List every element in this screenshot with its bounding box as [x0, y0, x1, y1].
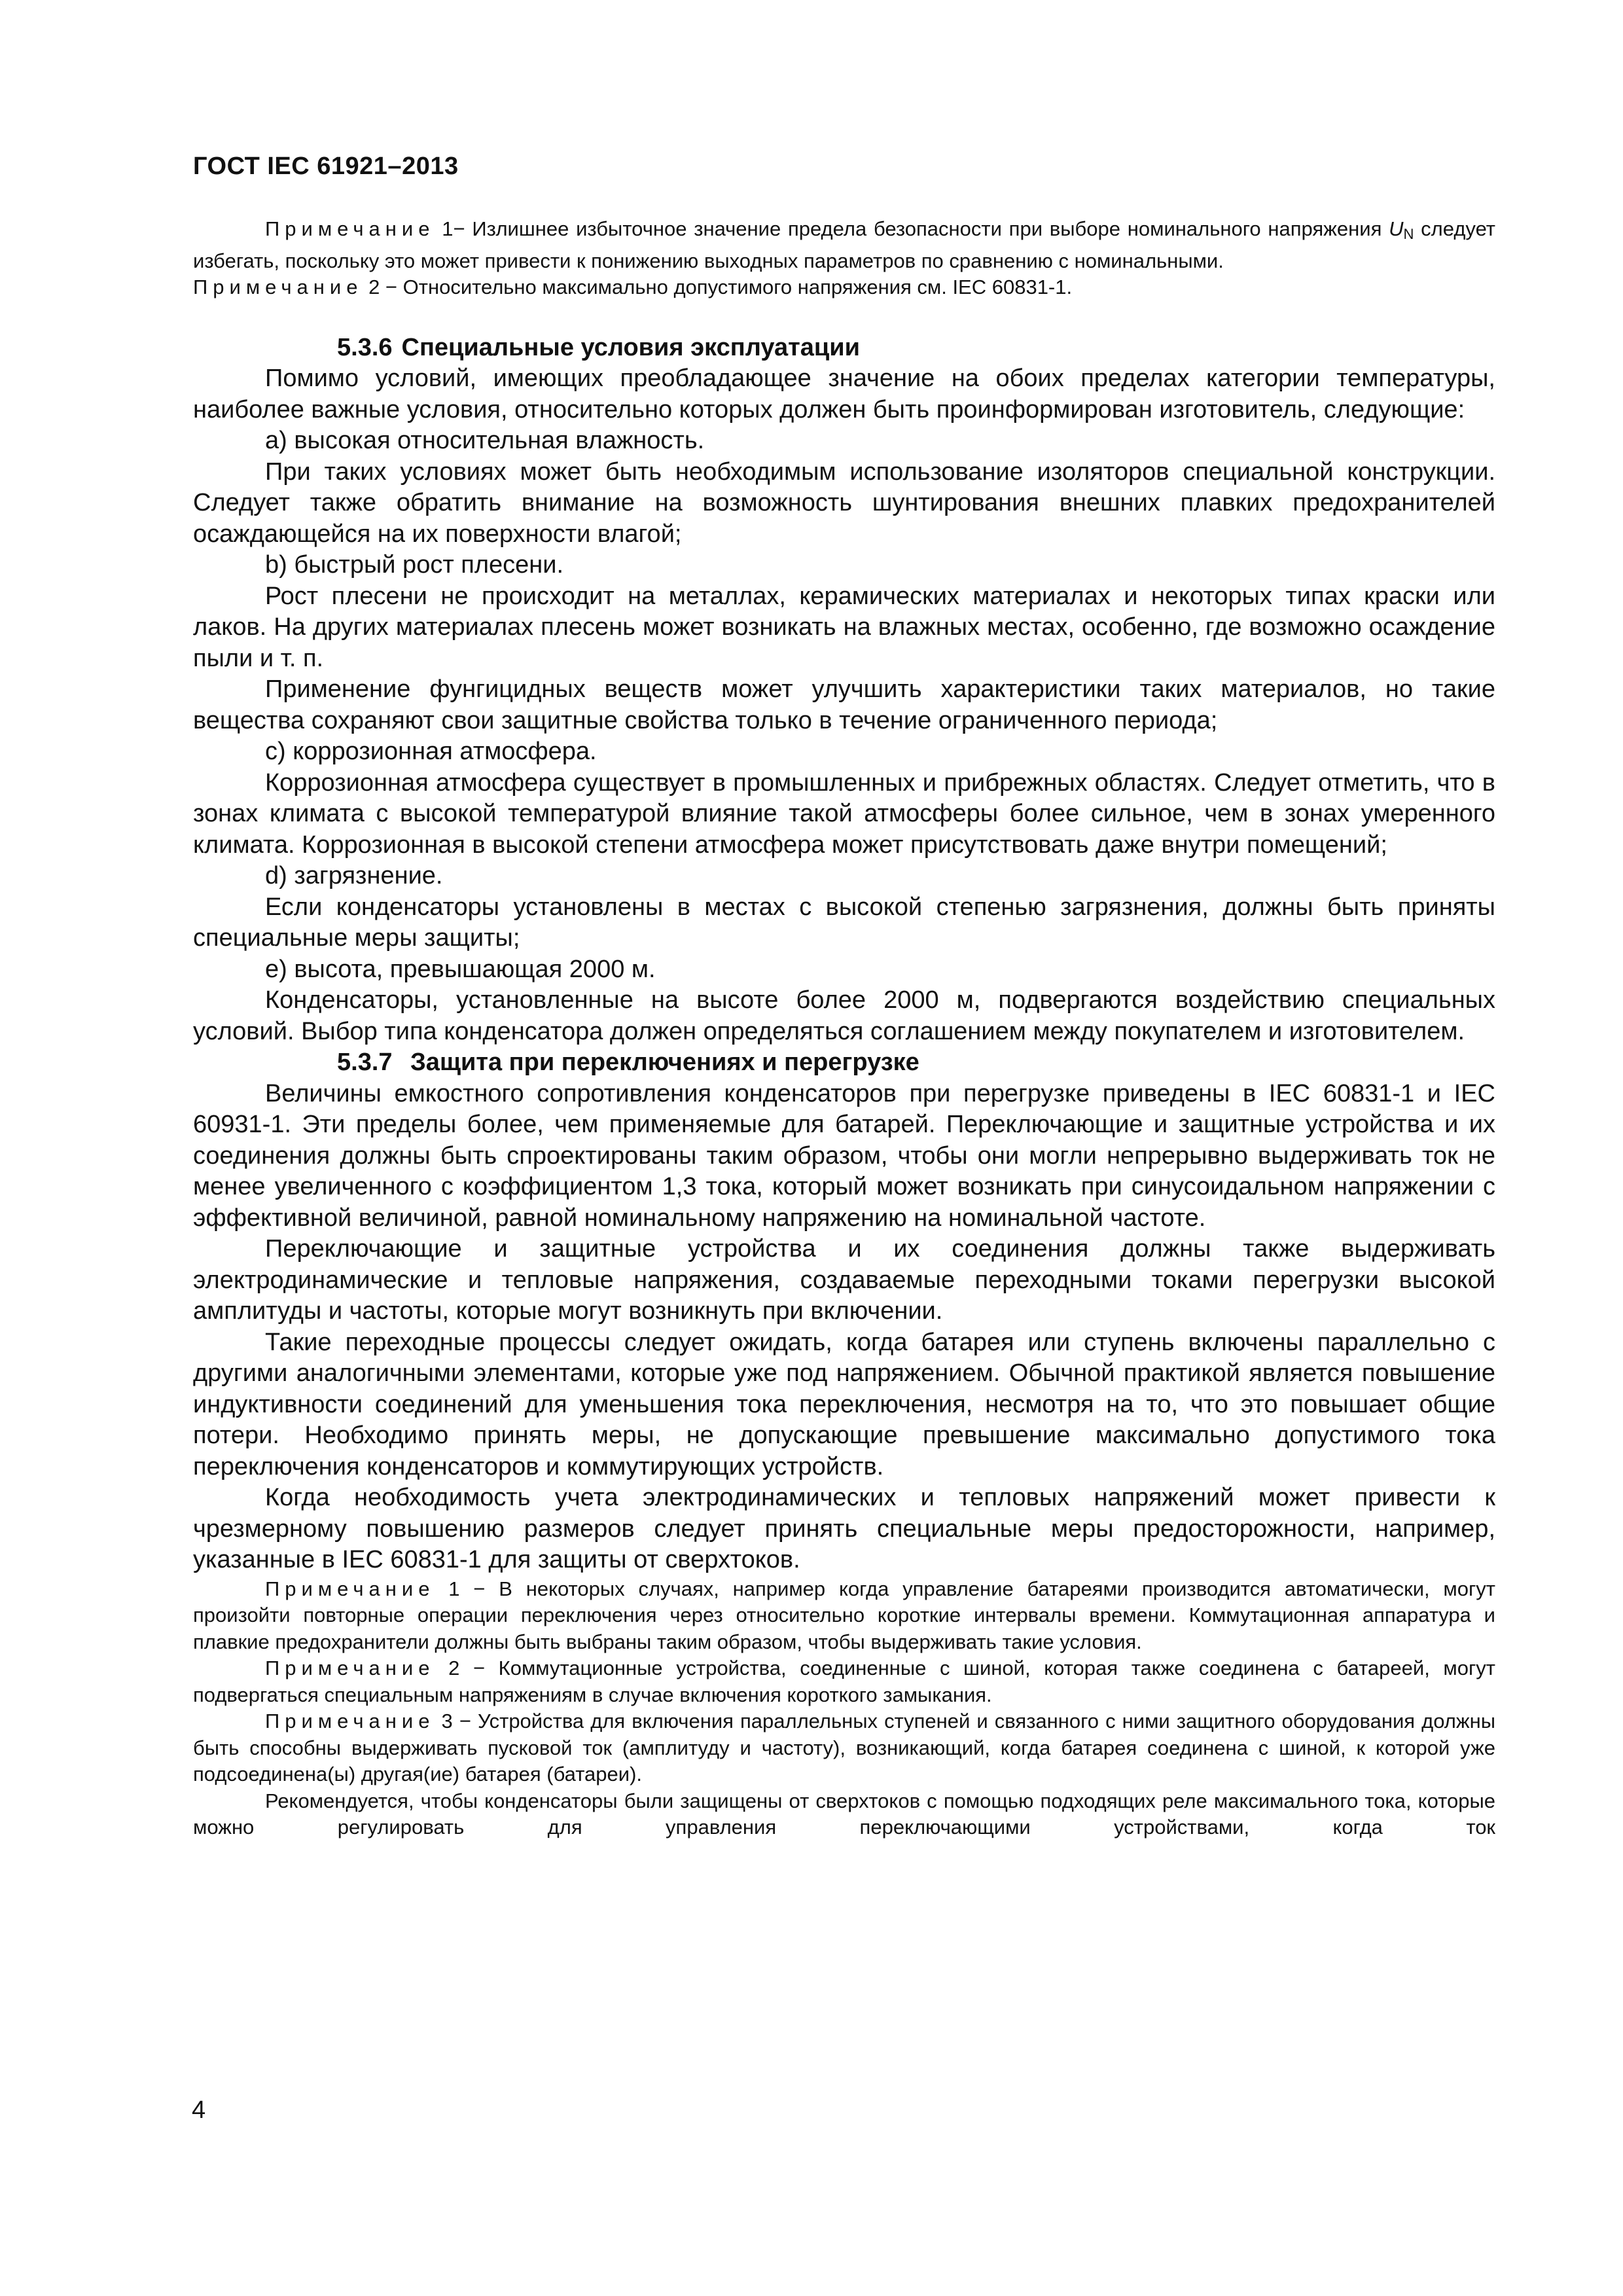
list-item-a: a) высокая относительная влажность. [265, 427, 705, 454]
section-title: Специальные условия эксплуатации [401, 333, 860, 361]
page-number: 4 [192, 2096, 206, 2124]
voltage-subscript: N [1403, 226, 1414, 242]
note-2 [193, 274, 1495, 301]
paragraph: Рост плесени не происходит на металлах, керамических материалах и некоторых типах краски или лаков. На других материалах плесень может возникать на влажных местах, особенно, где возможно осаждение пыли и т. п. [193, 582, 1495, 672]
note-number: 2 [368, 276, 380, 298]
note-text: следует избегать, поскольку это может привести к понижению выходных параметров по сравнению с номинальными. [193, 217, 1495, 272]
paragraph: Применение фунгицидных веществ может улучшить характеристики таких материалов, но такие вещества сохраняют свои защитные свойства только в течение ограниченного периода; [193, 675, 1495, 734]
list-item-d: d) загрязнение. [265, 862, 443, 889]
paragraph: Коррозионная атмосфера существует в промышленных и прибрежных областях. Следует отметить, что в зонах климата с высокой температурой влияние такой атмосферы более сильное, чем в зонах умеренного климата. Коррозионная в высокой степени атмосфера может присутствовать даже внутри помещений; [193, 768, 1495, 859]
note-text: − Устройства для включения параллельных ступеней и связанного с ними защитного оборудования должны быть способны выдерживать пусковой ток (амплитуду и частоту), возникающий, когда батарея соединена с шиной, к которой уже подсоединена(ы) другая(ие) батарея (батареи). [193, 1710, 1495, 1785]
list-item-c: c) коррозионная атмосфера. [265, 738, 597, 765]
note-1 [193, 216, 1495, 274]
note-label: Примечание [265, 217, 435, 240]
note-label: Примечание [265, 1577, 435, 1600]
note-number: 3 [441, 1710, 453, 1732]
paragraph: Конденсаторы, установленные на высоте более 2000 м, подвергаются воздействию специальных условий. Выбор типа конденсатора должен определяться соглашением между покупателем и изготовителем. [193, 986, 1495, 1045]
section-number: 5.3.7 [337, 1049, 393, 1076]
note-number: 2 [448, 1657, 460, 1679]
page-content [193, 216, 1495, 1841]
paragraph: Переключающие и защитные устройства и их соединения должны также выдерживать электродинамические и тепловые напряжения, создаваемые переходными токами перегрузки высокой амплитуды и частоты, которые могут возникнуть при включении. [193, 1235, 1495, 1325]
note-label: Примечание [193, 276, 363, 298]
note-label: Примечание [265, 1710, 435, 1732]
note-text: − Коммутационные устройства, соединенные с шиной, которая также соединена с батареей, могут подвергаться специальным напряжениям в случае включения короткого замыкания. [193, 1657, 1495, 1706]
section-number: 5.3.6 [337, 333, 393, 361]
paragraph: Помимо условий, имеющих преобладающее значение на обоих пределах категории температуры, наиболее важные условия, относительно которых должен быть проинформирован изготовитель, следующие: [193, 365, 1495, 423]
note-number: 1− [442, 217, 465, 240]
paragraph: Величины емкостного сопротивления конденсаторов при перегрузке приведены в IEC 60831-1 и IEC 60931-1. Эти пределы более, чем применяемые для батарей. Переключающие и защитные устройства и их соединения должны быть спроектированы таким образом, чтобы они могли непрерывно выдерживать ток не менее увеличенного с коэффициентом 1,3 тока, который может возникать при синусоидальном напряжении с эффективной величиной, равной номинальному напряжению на номинальной частоте. [193, 1079, 1495, 1232]
voltage-symbol: U [1389, 217, 1404, 240]
paragraph: Рекомендуется, чтобы конденсаторы были защищены от сверхтоков с помощью подходящих реле максимального тока, которые можно регулировать для управления переключающими устройствами, когда ток [193, 1789, 1495, 1839]
note-text: − В некоторых случаях, например когда управление батареями производится автоматически, могут произойти повторные операции переключения через относительно короткие интервалы времени. Коммутационная аппаратура и плавкие предохранители должны быть выбраны таким образом, чтобы выдерживать такие условия. [193, 1577, 1495, 1653]
note-537-2 [193, 1655, 1495, 1708]
section-heading-537 [193, 1047, 1495, 1079]
note-label: Примечание [265, 1657, 435, 1679]
note-537-1 [193, 1576, 1495, 1656]
paragraph: Такие переходные процессы следует ожидать, когда батарея или ступень включены параллельно с другими аналогичными элементами, которые уже под напряжением. Обычной практикой является повышение индуктивности соединений для уменьшения тока переключения, несмотря на то, что это повышает общие потери. Необходимо принять меры, не допускающие превышение максимально допустимого тока переключения конденсаторов и коммутирующих устройств. [193, 1328, 1495, 1480]
note-537-3 [193, 1708, 1495, 1788]
section-heading-536 [193, 332, 1495, 364]
note-number: 1 [448, 1577, 460, 1600]
paragraph: При таких условиях может быть необходимым использование изоляторов специальной конструкции. Следует также обратить внимание на возможность шунтирования внешних плавких предохранителей осаждающейся на их поверхности влагой; [193, 457, 1495, 548]
note-text: − Относительно максимально допустимого напряжения см. IEC 60831-1. [380, 276, 1073, 298]
list-item-b: b) быстрый рост плесени. [265, 551, 564, 579]
note-text: Излишнее избыточное значение предела безопасности при выборе номинального напряжения [465, 217, 1389, 240]
list-item-e: e) высота, превышающая 2000 м. [265, 955, 656, 983]
paragraph: Если конденсаторы установлены в местах с высокой степенью загрязнения, должны быть приняты специальные меры защиты; [193, 893, 1495, 952]
document-header: ГОСТ IEC 61921–2013 [193, 152, 459, 180]
section-title: Защита при переключениях и перегрузке [410, 1049, 919, 1076]
paragraph: Когда необходимость учета электродинамических и тепловых напряжений может привести к чрезмерному повышению размеров следует принять специальные меры предосторожности, например, указанные в IEC 60831-1 для защиты от сверхтоков. [193, 1484, 1495, 1573]
